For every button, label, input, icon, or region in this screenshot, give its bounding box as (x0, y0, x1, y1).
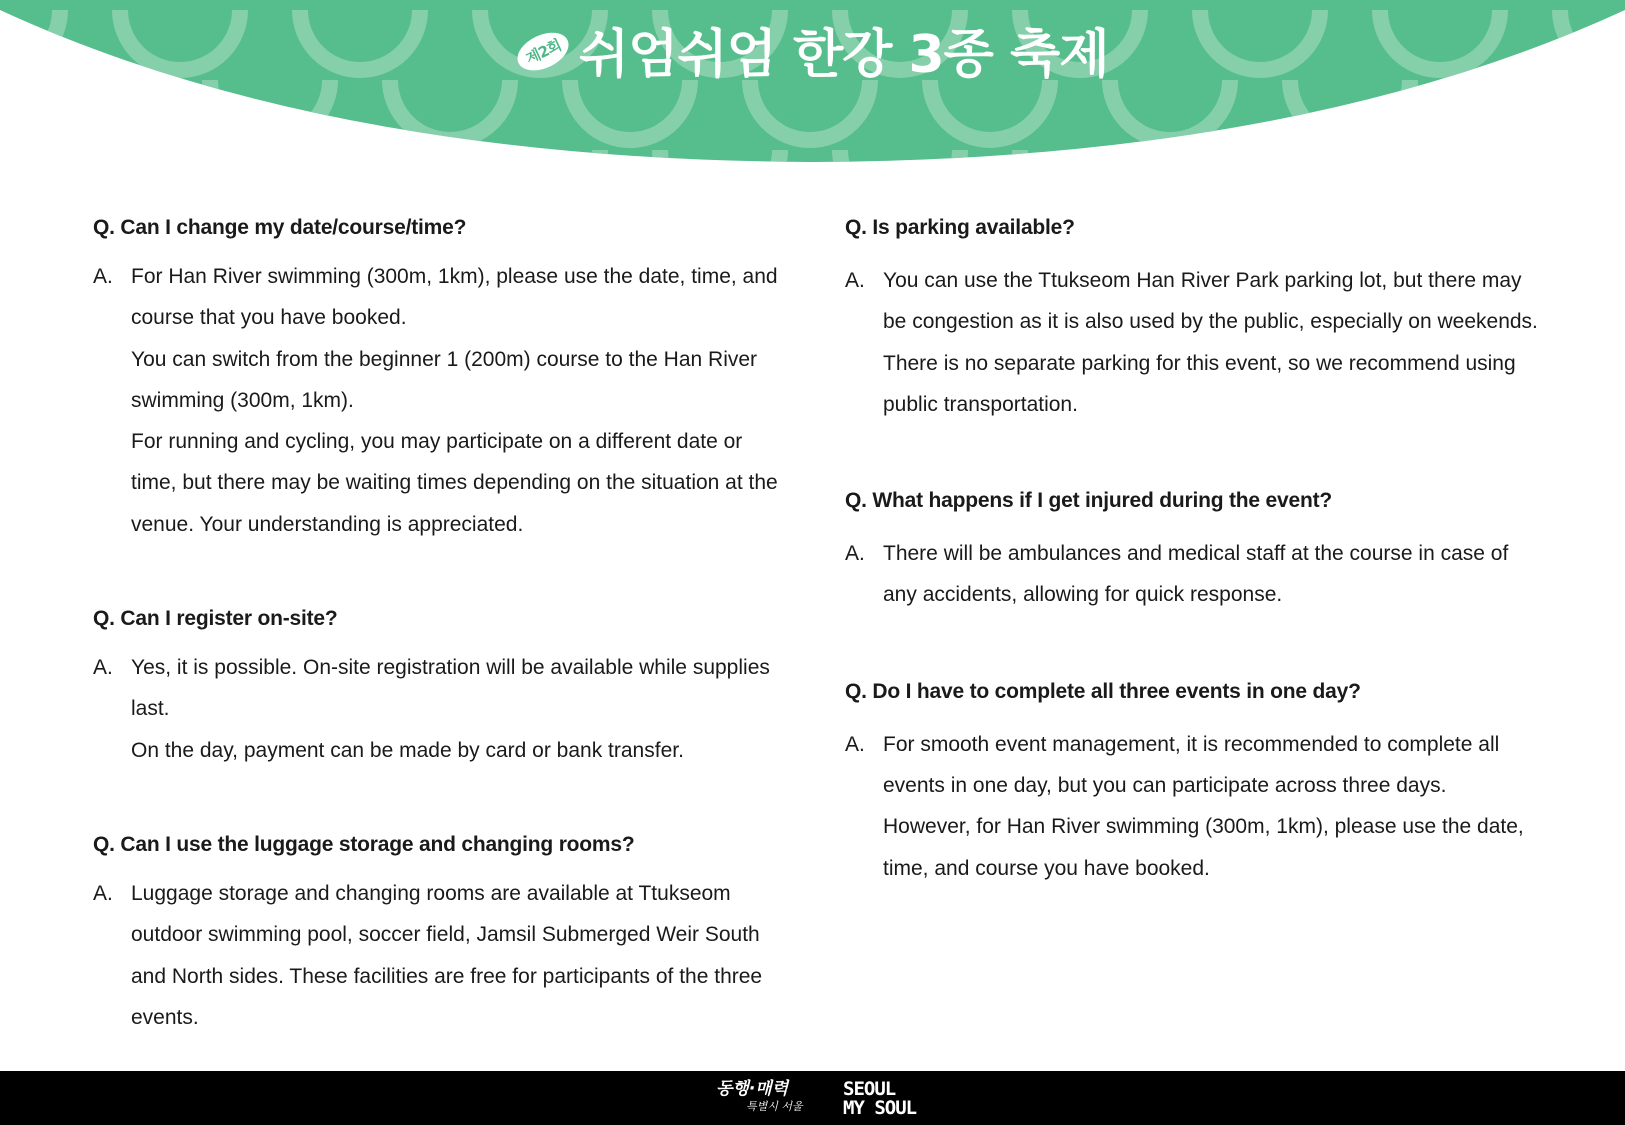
logo-main-text: 동행·매력 (716, 1079, 789, 1099)
logo-sub-text: 특별시 서울 (746, 1100, 803, 1113)
question: Q. Can I register on-site? (93, 607, 338, 631)
answer-paragraph: For running and cycling, you may participate on a different date or time, but there may be waiting times depending on the situation at the venue. Your understanding is appreciated. (131, 430, 778, 536)
faq-item-injury (845, 489, 1545, 616)
wave-arc (1020, 150, 1140, 170)
faq-item-luggage-storage (93, 833, 793, 1038)
wave-arc (300, 150, 420, 170)
answer-mark: A. (845, 542, 865, 566)
answer-mark: A. (93, 656, 113, 680)
answer (93, 256, 793, 545)
wave-arc (1560, 150, 1625, 170)
answer-mark: A. (93, 265, 113, 288)
answer (845, 533, 1545, 616)
faq-item-three-events-one-day (845, 680, 1545, 889)
answer (845, 724, 1545, 889)
question: Q. Do I have to complete all three events in one day? (845, 679, 1361, 703)
wave-arc (0, 150, 60, 170)
answer-paragraph: There will be ambulances and medical staff at the course in case of any accidents, allowing for quick response. (883, 542, 1509, 607)
wave-arc (480, 150, 600, 170)
answer-paragraph: Yes, it is possible. On-site registration will be available while supplies last. (131, 656, 770, 721)
answer (93, 647, 793, 771)
faq-item-change-date (93, 216, 793, 545)
wave-arc (30, 80, 150, 140)
wave-arc (120, 150, 240, 170)
answer-paragraph: There is no separate parking for this event, so we recommend using public transportation. (883, 351, 1516, 416)
left-faq-column (93, 216, 793, 1038)
answer-paragraph: Luggage storage and changing rooms are available at Ttukseom outdoor swimming pool, soccer field, Jamsil Submerged Weir South and North sides. These facilities are free for participants of the three events. (131, 881, 763, 1029)
answer-paragraph: You can switch from the beginner 1 (200m) course to the Han River swimming (300m, 1km). (131, 347, 758, 412)
wave-arc (1470, 80, 1590, 140)
right-faq-column (845, 216, 1545, 889)
logo-bottom-text: MY SOUL (843, 1097, 917, 1119)
edition-badge: 제2회 (512, 25, 575, 78)
header-banner (0, 0, 1625, 170)
question: Q. Can I change my date/course/time? (93, 216, 467, 239)
faq-item-onsite-registration (93, 607, 793, 771)
question: Q. What happens if I get injured during the event? (845, 489, 1333, 513)
answer-mark: A. (93, 881, 113, 905)
seoul-my-soul-logo (843, 1080, 916, 1118)
question: Q. Is parking available? (845, 216, 1075, 239)
answer-mark: A. (845, 269, 865, 292)
answer-paragraph: You can use the Ttukseom Han River Park parking lot, but there may be congestion as it is also used by the public, especially on weekends. (883, 269, 1538, 334)
answer (845, 260, 1545, 425)
logo-top-text: SEOUL (843, 1078, 896, 1100)
question: Q. Can I use the luggage storage and changing rooms? (93, 832, 635, 856)
title-text: 쉬엄쉬엄 한강 3종 축제 (578, 25, 1109, 85)
answer-mark: A. (845, 732, 865, 756)
festival-title (0, 12, 1625, 87)
wave-arc (1380, 150, 1500, 170)
answer-paragraph: However, for Han River swimming (300m, 1km), please use the date, time, and course you have booked. (883, 815, 1524, 880)
answer-paragraph: For Han River swimming (300m, 1km), please use the date, time, and course that you have booked. (131, 265, 778, 330)
answer-paragraph: For smooth event management, it is recommended to complete all events in one day, but you can participate across three days. (883, 732, 1500, 798)
wave-arc (1200, 150, 1320, 170)
footer-bar (0, 1071, 1625, 1125)
faq-item-parking (845, 216, 1545, 425)
seoul-slogan-logo (716, 1080, 803, 1116)
answer-paragraph: On the day, payment can be made by card or bank transfer. (131, 738, 684, 762)
answer (93, 873, 793, 1038)
